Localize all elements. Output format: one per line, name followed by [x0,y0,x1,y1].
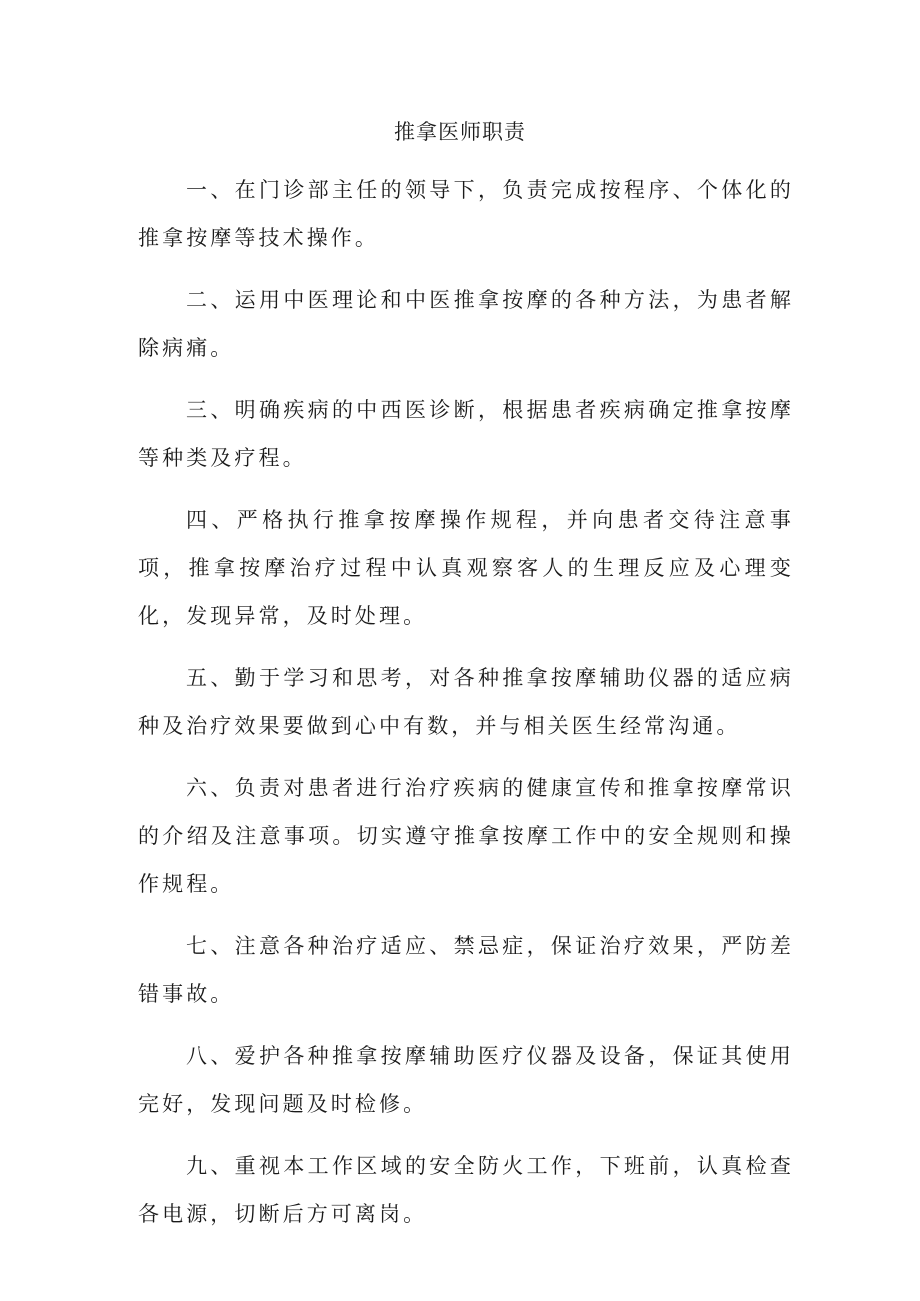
duty-item-7: 七、注意各种治疗适应、禁忌症，保证治疗效果，严防差错事故。 [138,934,794,1006]
duty-item-8: 八、爱护各种推拿按摩辅助医疗仪器及设备，保证其使用完好，发现问题及时检修。 [138,1044,794,1116]
duty-item-4: 四、严格执行推拿按摩操作规程，并向患者交待注意事项，推拿按摩治疗过程中认真观察客人的生理反应及心理变化，发现异常，及时处理。 [138,508,794,628]
document-body [138,166,794,1252]
document-title: 推拿医师职责 [394,120,526,144]
duty-item-9: 九、重视本工作区域的安全防火工作，下班前，认真检查各电源，切断后方可离岗。 [138,1154,794,1226]
duty-item-1: 一、在门诊部主任的领导下，负责完成按程序、个体化的推拿按摩等技术操作。 [138,178,794,250]
duty-item-2: 二、运用中医理论和中医推拿按摩的各种方法，为患者解除病痛。 [138,288,794,360]
duty-item-5: 五、勤于学习和思考，对各种推拿按摩辅助仪器的适应病种及治疗效果要做到心中有数，并与相关医生经常沟通。 [138,666,794,738]
duty-item-6: 六、负责对患者进行治疗疾病的健康宣传和推拿按摩常识的介绍及注意事项。切实遵守推拿按摩工作中的安全规则和操作规程。 [138,776,794,896]
duty-item-3: 三、明确疾病的中西医诊断，根据患者疾病确定推拿按摩等种类及疗程。 [138,398,794,470]
